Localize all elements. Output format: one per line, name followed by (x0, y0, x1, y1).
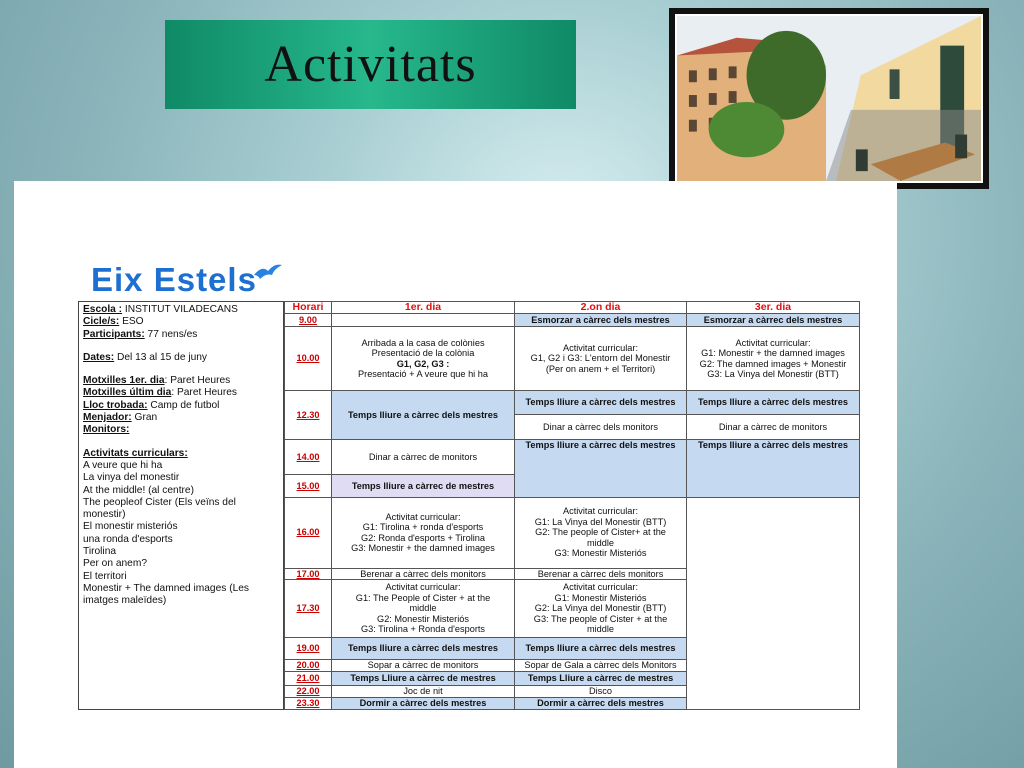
schedule-document (14, 181, 897, 768)
info-value: INSTITUT VILADECANS (122, 304, 238, 315)
cell-line: middle (586, 624, 615, 635)
schedule-cell: Temps Lliure a càrrec de mestres (515, 672, 687, 686)
bird-icon (252, 261, 284, 283)
info-line (83, 571, 279, 583)
info-line (83, 316, 279, 328)
cell-line: G2: The damned images + Monestir (699, 358, 847, 369)
info-value: Gran (131, 412, 158, 424)
info-label: Cicle/s: (83, 316, 120, 328)
info-value: imatges maleïdes) (83, 595, 167, 607)
info-label: Activitats curriculars: (83, 447, 188, 459)
cell-line: G3: Monestir + the damned images (351, 543, 495, 554)
schedule-cell (332, 580, 515, 638)
info-line (83, 546, 279, 558)
info-label: Dates: (83, 351, 115, 363)
time-cell: 23.30 (285, 697, 332, 709)
time-cell: 15.00 (285, 474, 332, 497)
info-label: Escola : (83, 304, 123, 315)
cell-line: G1: Monestir Misteriós (554, 592, 647, 603)
info-value: Monestir + The damned images (Les (83, 582, 250, 594)
info-line (83, 509, 279, 521)
info-line (83, 583, 279, 595)
schedule-cell (332, 497, 515, 568)
info-value: 77 nens/es (144, 328, 198, 340)
schedule-cell: Temps lliure a càrrec dels mestres (332, 637, 515, 659)
info-line (83, 472, 279, 484)
info-value: At the middle! (al centre) (83, 484, 194, 496)
schedule-cell: Temps lliure a càrrec dels mestres (515, 440, 687, 498)
building-photo (669, 8, 989, 189)
info-value: A veure que hi ha (83, 459, 163, 471)
cell-line: G3: La Vinya del Monestir (BTT) (707, 369, 839, 380)
header-day3: 3er. dia (687, 302, 860, 314)
info-line (83, 412, 279, 424)
cell-line: G3: Tirolina + Ronda d'esports (360, 624, 486, 635)
table-row (285, 440, 860, 474)
info-value: una ronda d'esports (83, 533, 173, 545)
info-label: Lloc trobada: (83, 399, 148, 411)
cell-line: Arribada a la casa de colònies (361, 337, 485, 348)
info-value: : Paret Heures (164, 375, 231, 387)
header-horari: Horari (285, 302, 332, 314)
cell-line: Activitat curricular: (385, 511, 461, 522)
time-cell: 9.00 (285, 314, 332, 327)
schedule-cell (515, 497, 687, 568)
schedule-cell: Joc de nit (332, 686, 515, 698)
cell-line: Activitat curricular: (562, 582, 639, 593)
cell-line: Activitat curricular: (562, 506, 639, 517)
header-day2: 2.on dia (515, 302, 687, 314)
info-line (83, 387, 279, 399)
table-row (285, 390, 860, 414)
cell-line: G2: Monestir Misteriós (377, 613, 469, 624)
slide-title: Activitats (264, 36, 477, 93)
cell-line: middle (586, 537, 615, 548)
schedule-cell (515, 580, 687, 638)
cell-line: G1: Monestir + the damned images (701, 348, 845, 359)
schedule-cell: Temps lliure a càrrec dels mestres (515, 390, 687, 414)
time-cell: 16.00 (285, 497, 332, 568)
time-cell: 12.30 (285, 390, 332, 439)
table-row (285, 327, 860, 391)
schedule-cell: Esmorzar a càrrec dels mestres (515, 314, 687, 327)
cell-line: G1: The People of Cister + at the (355, 592, 491, 603)
schedule-cell: Temps lliure a càrrec dels mestres (332, 390, 515, 439)
info-label: Menjador: (83, 412, 132, 424)
table-row (285, 497, 860, 568)
spacer (83, 341, 279, 352)
cell-line: middle (409, 603, 437, 614)
info-value: monestir) (83, 509, 126, 521)
info-value: ESO (119, 316, 144, 328)
info-value: Tirolina (83, 546, 117, 558)
schedule-cell: Dinar a càrrec dels monitors (515, 415, 687, 440)
cell-line: G1: La Vinya del Monestir (BTT) (534, 516, 667, 527)
cell-line: G3: The people of Cister + at the (533, 613, 668, 624)
info-value: El monestir misteriós (83, 521, 178, 533)
cell-line: G2: Ronda d'esports + Tirolina (360, 532, 486, 543)
cell-line: G1, G2, G3 : (396, 358, 450, 369)
info-line (83, 558, 279, 570)
cell-line: G2: The people of Cister+ at the (535, 527, 666, 538)
info-label: Motxilles últim dia (83, 387, 172, 399)
schedule-cell: Dormir a càrrec dels mestres (515, 697, 687, 709)
cell-line: (Per on anem + el Territori) (545, 363, 656, 374)
time-cell: 14.00 (285, 440, 332, 474)
cell-line: Activitat curricular: (735, 337, 811, 348)
camp-info-panel (78, 301, 284, 710)
info-value: El territori (83, 570, 127, 582)
spacer (83, 437, 279, 448)
info-line (83, 400, 279, 412)
info-line (83, 375, 279, 387)
info-line (83, 304, 279, 316)
schedule-cell: Dinar a càrrec de monitors (687, 415, 860, 440)
cell-line: G3: Monestir Misteriós (554, 548, 647, 559)
time-cell: 22.00 (285, 686, 332, 698)
slide-title-box (165, 20, 576, 109)
info-label: Monitors: (83, 424, 130, 436)
header-day1: 1er. dia (332, 302, 515, 314)
info-line (83, 497, 279, 509)
header-row (285, 302, 860, 314)
spacer (83, 364, 279, 375)
cell-line: G2: La Vinya del Monestir (BTT) (534, 603, 667, 614)
cell-line: Presentació de la colònia (371, 348, 475, 359)
schedule-table (284, 301, 860, 710)
info-line (83, 521, 279, 533)
schedule-cell: Dinar a càrrec de monitors (332, 440, 515, 474)
schedule-cell: Berenar a càrrec dels monitors (332, 568, 515, 580)
schedule-cell: Temps lliure a càrrec dels mestres (515, 637, 687, 659)
info-value: Del 13 al 15 de juny (114, 351, 208, 363)
cell-line: Activitat curricular: (562, 342, 639, 353)
time-cell: 17.30 (285, 580, 332, 638)
time-cell: 17.00 (285, 568, 332, 580)
time-cell: 21.00 (285, 672, 332, 686)
info-value: La vinya del monestir (83, 472, 180, 484)
info-line (83, 352, 279, 364)
time-cell: 19.00 (285, 637, 332, 659)
info-line (83, 460, 279, 472)
time-cell: 10.00 (285, 327, 332, 391)
cell-line: G1, G2 i G3: L'entorn del Monestir (530, 353, 671, 364)
eix-estels-logo: Eix Estels (91, 261, 257, 298)
schedule-cell: Dormir a càrrec dels mestres (332, 697, 515, 709)
info-line (83, 534, 279, 546)
info-line (83, 424, 279, 436)
schedule-cell-empty (687, 497, 860, 709)
schedule-cell: Temps lliure a càrrec de mestres (332, 474, 515, 497)
table-row (285, 314, 860, 327)
info-value: Camp de futbol (147, 399, 220, 411)
info-value: The peopleof Cister (Els veïns del (83, 496, 236, 508)
schedule-cell: Temps lliure a càrrec dels mestres (687, 440, 860, 498)
info-value: Per on anem? (83, 558, 147, 570)
schedule-cell: Sopar a càrrec de monitors (332, 659, 515, 671)
cell-line: Presentació + A veure que hi ha (358, 369, 488, 380)
info-label: Participants: (83, 328, 145, 340)
info-line (83, 329, 279, 341)
schedule-cell: Temps Lliure a càrrec de mestres (332, 672, 515, 686)
schedule-cell (332, 314, 515, 327)
info-label: Motxilles 1er. dia (83, 375, 165, 387)
schedule-cell: Disco (515, 686, 687, 698)
schedule-cell: Berenar a càrrec dels monitors (515, 568, 687, 580)
cell-line: G1: Tirolina + ronda d'esports (362, 522, 484, 533)
time-cell: 20.00 (285, 659, 332, 671)
info-line (83, 595, 279, 607)
schedule-cell: Sopar de Gala a càrrec dels Monitors (515, 659, 687, 671)
schedule-cell (515, 327, 687, 391)
schedule-cell: Esmorzar a càrrec dels mestres (687, 314, 860, 327)
info-value: : Paret Heures (171, 387, 237, 399)
schedule-cell: Temps lliure a càrrec dels mestres (687, 390, 860, 414)
info-line (83, 448, 279, 460)
schedule-cell (332, 327, 515, 391)
info-line (83, 485, 279, 497)
cell-line: Activitat curricular: (385, 582, 461, 593)
schedule-cell (687, 327, 860, 391)
